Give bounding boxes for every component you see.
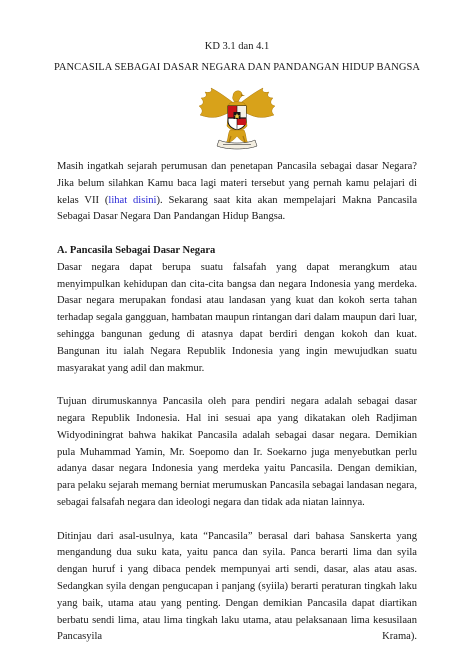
intro-text-end: ). Sekarang saat kita akan mempelajari Makna Pancasila Sebagai Dasar Negara Dan Pandangan Hidup Bangsa. bbox=[57, 194, 417, 223]
paragraph-tujuan: Tujuan dirumuskannya Pancasila oleh para pendiri negara adalah sebagai dasar negara Republik Indonesia. Hal ini sesuai apa yang dikatakan oleh Radjiman Widyodiningrat bahwa hakikat Pancasila adalah sebagai dasar negara. Demikian pula Muhammad Yamin, Mr. Soepomo dan Ir. Soekarno juga menyebutkan perlu adanya dasar negara Indonesia yang merdeka yaitu Pancasila. Dengan demikian, para pelaku sejarah memang berniat merumuskan Pancasila sebagai landasan negara, sebagai falsafah negara dan ideologi negara dan tidak ada niatan lainnya. bbox=[57, 396, 417, 508]
paragraph-asal-usul: Ditinjau dari asal-usulnya, kata “Pancasila” berasal dari bahasa Sanskerta yang mengandung dua suku kata, yaitu panca dan syila. Panca berarti lima dan syila dengan huruf i yang dibaca pendek mempunyai arti sendi, dasar, alas atau asas. Sedangkan syila dengan pengucapan i panjang (syiila) berarti peraturan tingkah laku yang baik, utama atau yang penting. Dengan demikian Pancasila dapat diartikan berbatu sendi lima, atau lima tingkah laku utama, atau pelaksanaan lima kesusilaan Pancasyila Krama). bbox=[57, 530, 417, 643]
document-body bbox=[57, 159, 417, 646]
section-a-heading: A. Pancasila Sebagai Dasar Negara bbox=[57, 244, 216, 256]
intro-text-start: Masih ingatkah sejarah perumusan dan penetapan Pancasila sebagai dasar Negara? Jika belum silahkan Kamu baca lagi materi tersebut yang pernah kamu pelajari di kelas VII ( bbox=[57, 161, 417, 206]
document-title: PANCASILA SEBAGAI DASAR NEGARA DAN PANDANGAN HIDUP BANGSA bbox=[53, 62, 421, 73]
kd-label: KD 3.1 dan 4.1 bbox=[204, 41, 270, 52]
garuda-pancasila-emblem-icon bbox=[197, 84, 277, 150]
lihat-disini-link[interactable]: lihat disini bbox=[108, 194, 157, 206]
intro-paragraph bbox=[57, 159, 417, 226]
paragraph-dasar-negara: Dasar negara dapat berupa suatu falsafah yang dapat merangkum atau menyimpulkan kehidupan dan cita-cita bangsa dan negara Indonesia yang merdeka. Dasar negara merupakan fondasi atau landasan yang kuat dan kokoh serta tahan terhadap segala gangguan, hambatan maupun rintangan dari dalam maupun dari luar, sehingga bangunan gedung di atasnya dapat berdiri dengan kokoh dan kuat. Bangunan itu ialah Negara Republik Indonesia yang ingin mewujudkan suatu masyarakat yang adil dan makmur. bbox=[57, 261, 417, 374]
